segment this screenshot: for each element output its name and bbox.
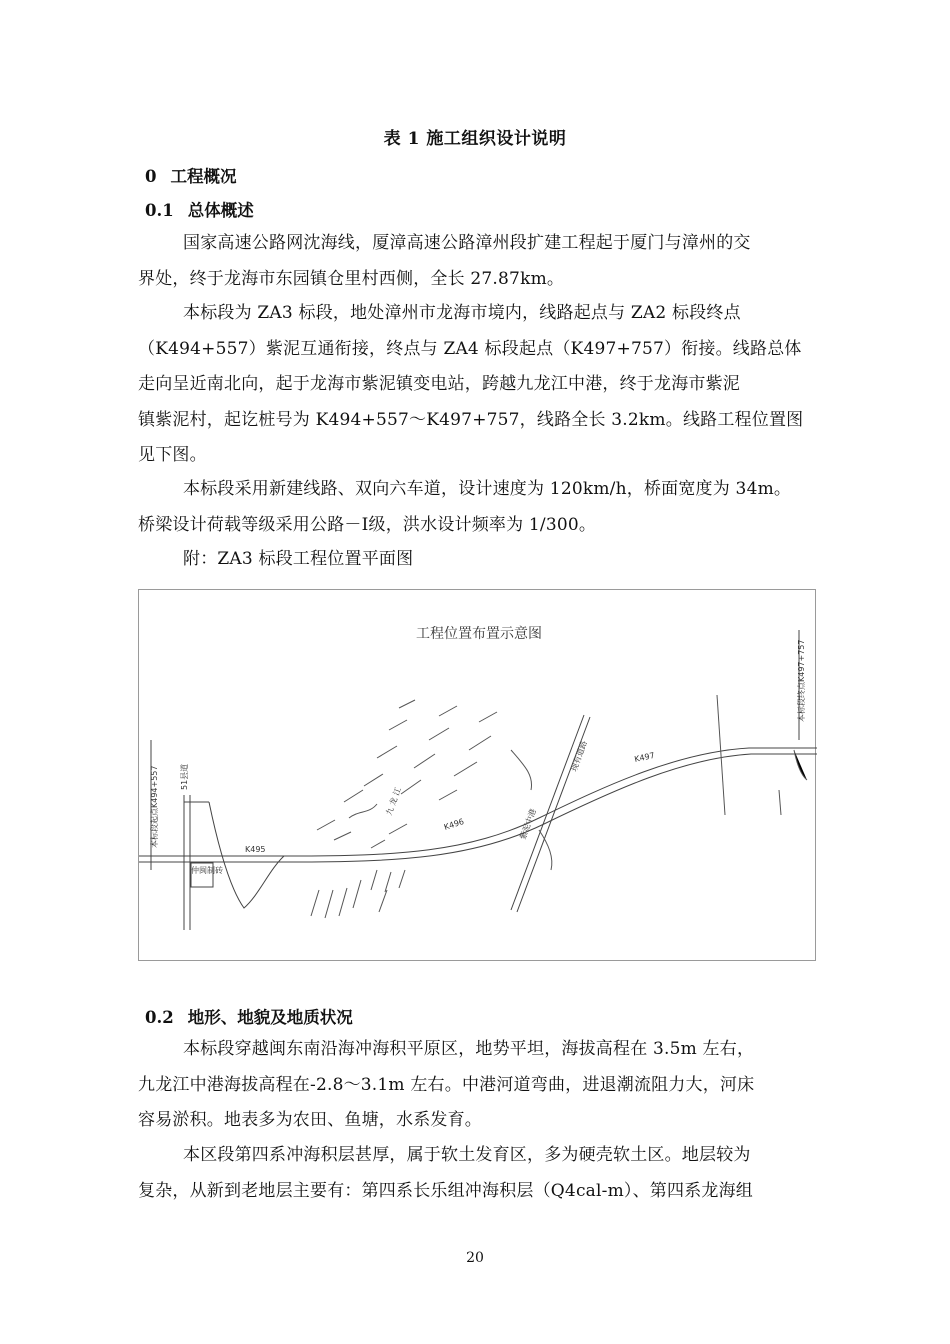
river-strokes [311,700,497,918]
start-point-label: 本标段起点K494+557 [150,765,159,848]
paragraph-geology [138,1138,818,1209]
text-line: 见下图。 [138,445,207,465]
text-line: 附：ZA3 标段工程位置平面图 [183,549,414,569]
bridge-label: 紫泥中港 [518,807,538,841]
paragraph-section-info [138,296,818,474]
side-curve [511,750,532,790]
section-title: 工程概况 [170,167,237,186]
table-title: 表 1 施工组织设计说明 [383,129,567,149]
section-title: 总体概述 [187,201,254,220]
section-0-1-heading [145,197,254,221]
end-area-strokes [717,695,807,815]
text-line: 本标段为 ZA3 标段，地处漳州市龙海市境内，线路起点与 ZA2 标段终点 [183,303,741,323]
end-point-label: 本标段终点K497+757 [797,639,806,722]
highway-line [139,748,817,862]
text-line: （K494+557）紫泥互通衔接，终点与 ZA4 标段起点（K497+757）衔接。线路总体 [138,338,802,359]
location-plan-drawing [139,590,817,962]
text-line: 本标段穿越闽东南沿海冲海积平原区，地势平坦，海拔高程在 3.5m 左右， [183,1039,755,1059]
section-number: 0.2 [145,1008,174,1027]
section-number: 0 [145,167,157,186]
section-0-2-heading [145,1004,353,1028]
text-line: 九龙江中港海拔高程在-2.8～3.1m 左右。中港河道弯曲，进退潮流阻力大，河床 [138,1074,755,1095]
text-line: 桥梁设计荷载等级采用公路－Ⅰ级，洪水设计频率为 1/300。 [138,514,597,535]
text-line: 容易淤积。地表多为农田、鱼塘，水系发育。 [138,1110,482,1130]
station-label-k497: K497 [633,750,656,764]
figure-title: 工程位置布置示意图 [416,626,542,642]
text-line: 本区段第四系冲海积层甚厚，属于软土发育区，多为硬壳软土区。地层较为 [183,1145,751,1165]
text-line: 国家高速公路网沈海线，厦漳高速公路漳州段扩建工程起于厦门与漳州的交 [183,233,751,253]
figure-caption-line [138,542,818,578]
river-label: 九 龙 江 [384,786,403,817]
text-line: 走向呈近南北向，起于龙海市紫泥镇变电站，跨越九龙江中港，终于龙海市紫泥 [138,374,740,394]
text-line: 镇紫泥村，起讫桩号为 K494+557～K497+757，线路全长 3.2km。线路工程位置图 [138,409,804,430]
section-number: 0.1 [145,201,174,220]
paragraph-design-standards [138,472,818,543]
text-line: 本标段采用新建线路、双向六车道，设计速度为 120km/h，桥面宽度为 34m。 [183,479,792,499]
river-bank-curve [209,802,284,908]
county-road-label: 51县道 [180,763,189,790]
location-plan-figure [138,589,816,961]
text-line: 界处，终于龙海市东园镇仓里村西侧，全长 27.87km。 [138,268,565,289]
station-label-k496: K496 [442,817,466,832]
paragraph-overview [138,226,818,297]
text-line: 复杂，从新到老地层主要有：第四系长乐组冲海积层（Q4cal-m）、第四系龙海组 [138,1180,754,1201]
existing-road-label: 现有道路 [569,739,589,773]
section-title: 地形、地貌及地质状况 [187,1008,353,1027]
section-0-heading [145,163,236,187]
paragraph-terrain [138,1032,818,1139]
station-label-k495: K495 [245,845,266,854]
page-number: 20 [466,1250,484,1266]
factory-label: 仲闽制砖 [191,866,223,875]
